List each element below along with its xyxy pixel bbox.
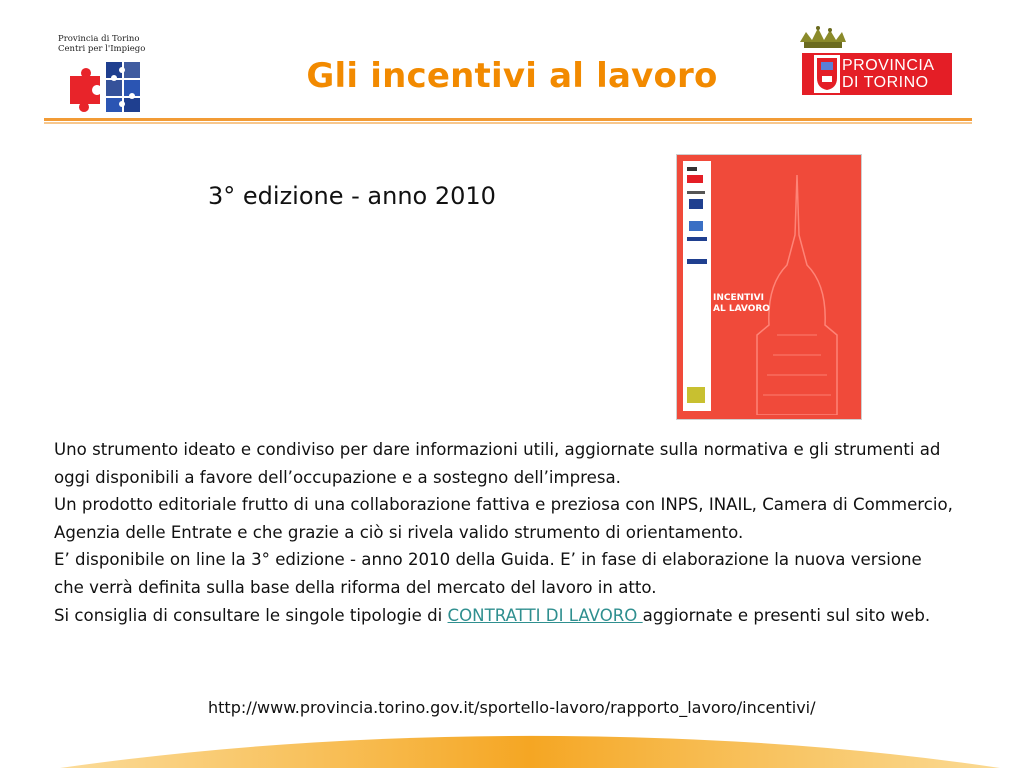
provincia-di-torino-logo [796,24,956,102]
paragraph-4-after-link: aggiornate e presenti sul sito web. [642,605,931,625]
paragraph-4-before-link: Si consiglia di consultare le singole tipologie di [54,605,448,625]
header-divider-shadow [44,122,972,124]
page-title: Gli incentivi al lavoro [306,56,718,96]
shield-icon [814,55,840,93]
description-paragraph-4 [54,602,954,630]
logo-text-line2: DI TORINO [842,74,929,91]
crest-crown-icon [796,24,850,54]
org-name-line1: Provincia di Torino [58,34,140,44]
contratti-di-lavoro-link[interactable]: CONTRATTI DI LAVORO [447,605,643,625]
logo-banner [802,53,952,95]
description-paragraph-3: E’ disponibile on line la 3° edizione - anno 2010 della Guida. E’ in fase di elaborazione la nuova versione che verrà definita sulla base della riforma del mercato del lavoro in atto. [54,550,922,597]
source-url[interactable]: http://www.provincia.torino.gov.it/sportello-lavoro/rapporto_lavoro/incentivi/ [208,698,816,717]
header-divider [44,118,972,121]
edition-heading: 3° edizione - anno 2010 [208,182,496,210]
footer-swoosh-decoration [0,726,1024,768]
logo-text-line1: PROVINCIA [842,57,935,74]
description-paragraph-1: Uno strumento ideato e condiviso per dare informazioni utili, aggiornate sulla normativa e gli strumenti ad oggi disponibili a favore dell’occupazione e a sostegno dell’impresa. [54,440,941,487]
cover-logo-strip [683,161,711,411]
org-name-line2: Centri per l'Impiego [58,44,146,54]
description-text [54,436,954,629]
cover-title: INCENTIVI AL LAVORO [713,293,770,314]
guide-cover-image [676,154,862,420]
description-paragraph-2: Un prodotto editoriale frutto di una collaborazione fattiva e preziosa con INPS, INAIL, Camera di Commercio, Agenzia delle Entrate e che grazie a ciò si rivela valido strumento di orientamento. [54,495,953,542]
